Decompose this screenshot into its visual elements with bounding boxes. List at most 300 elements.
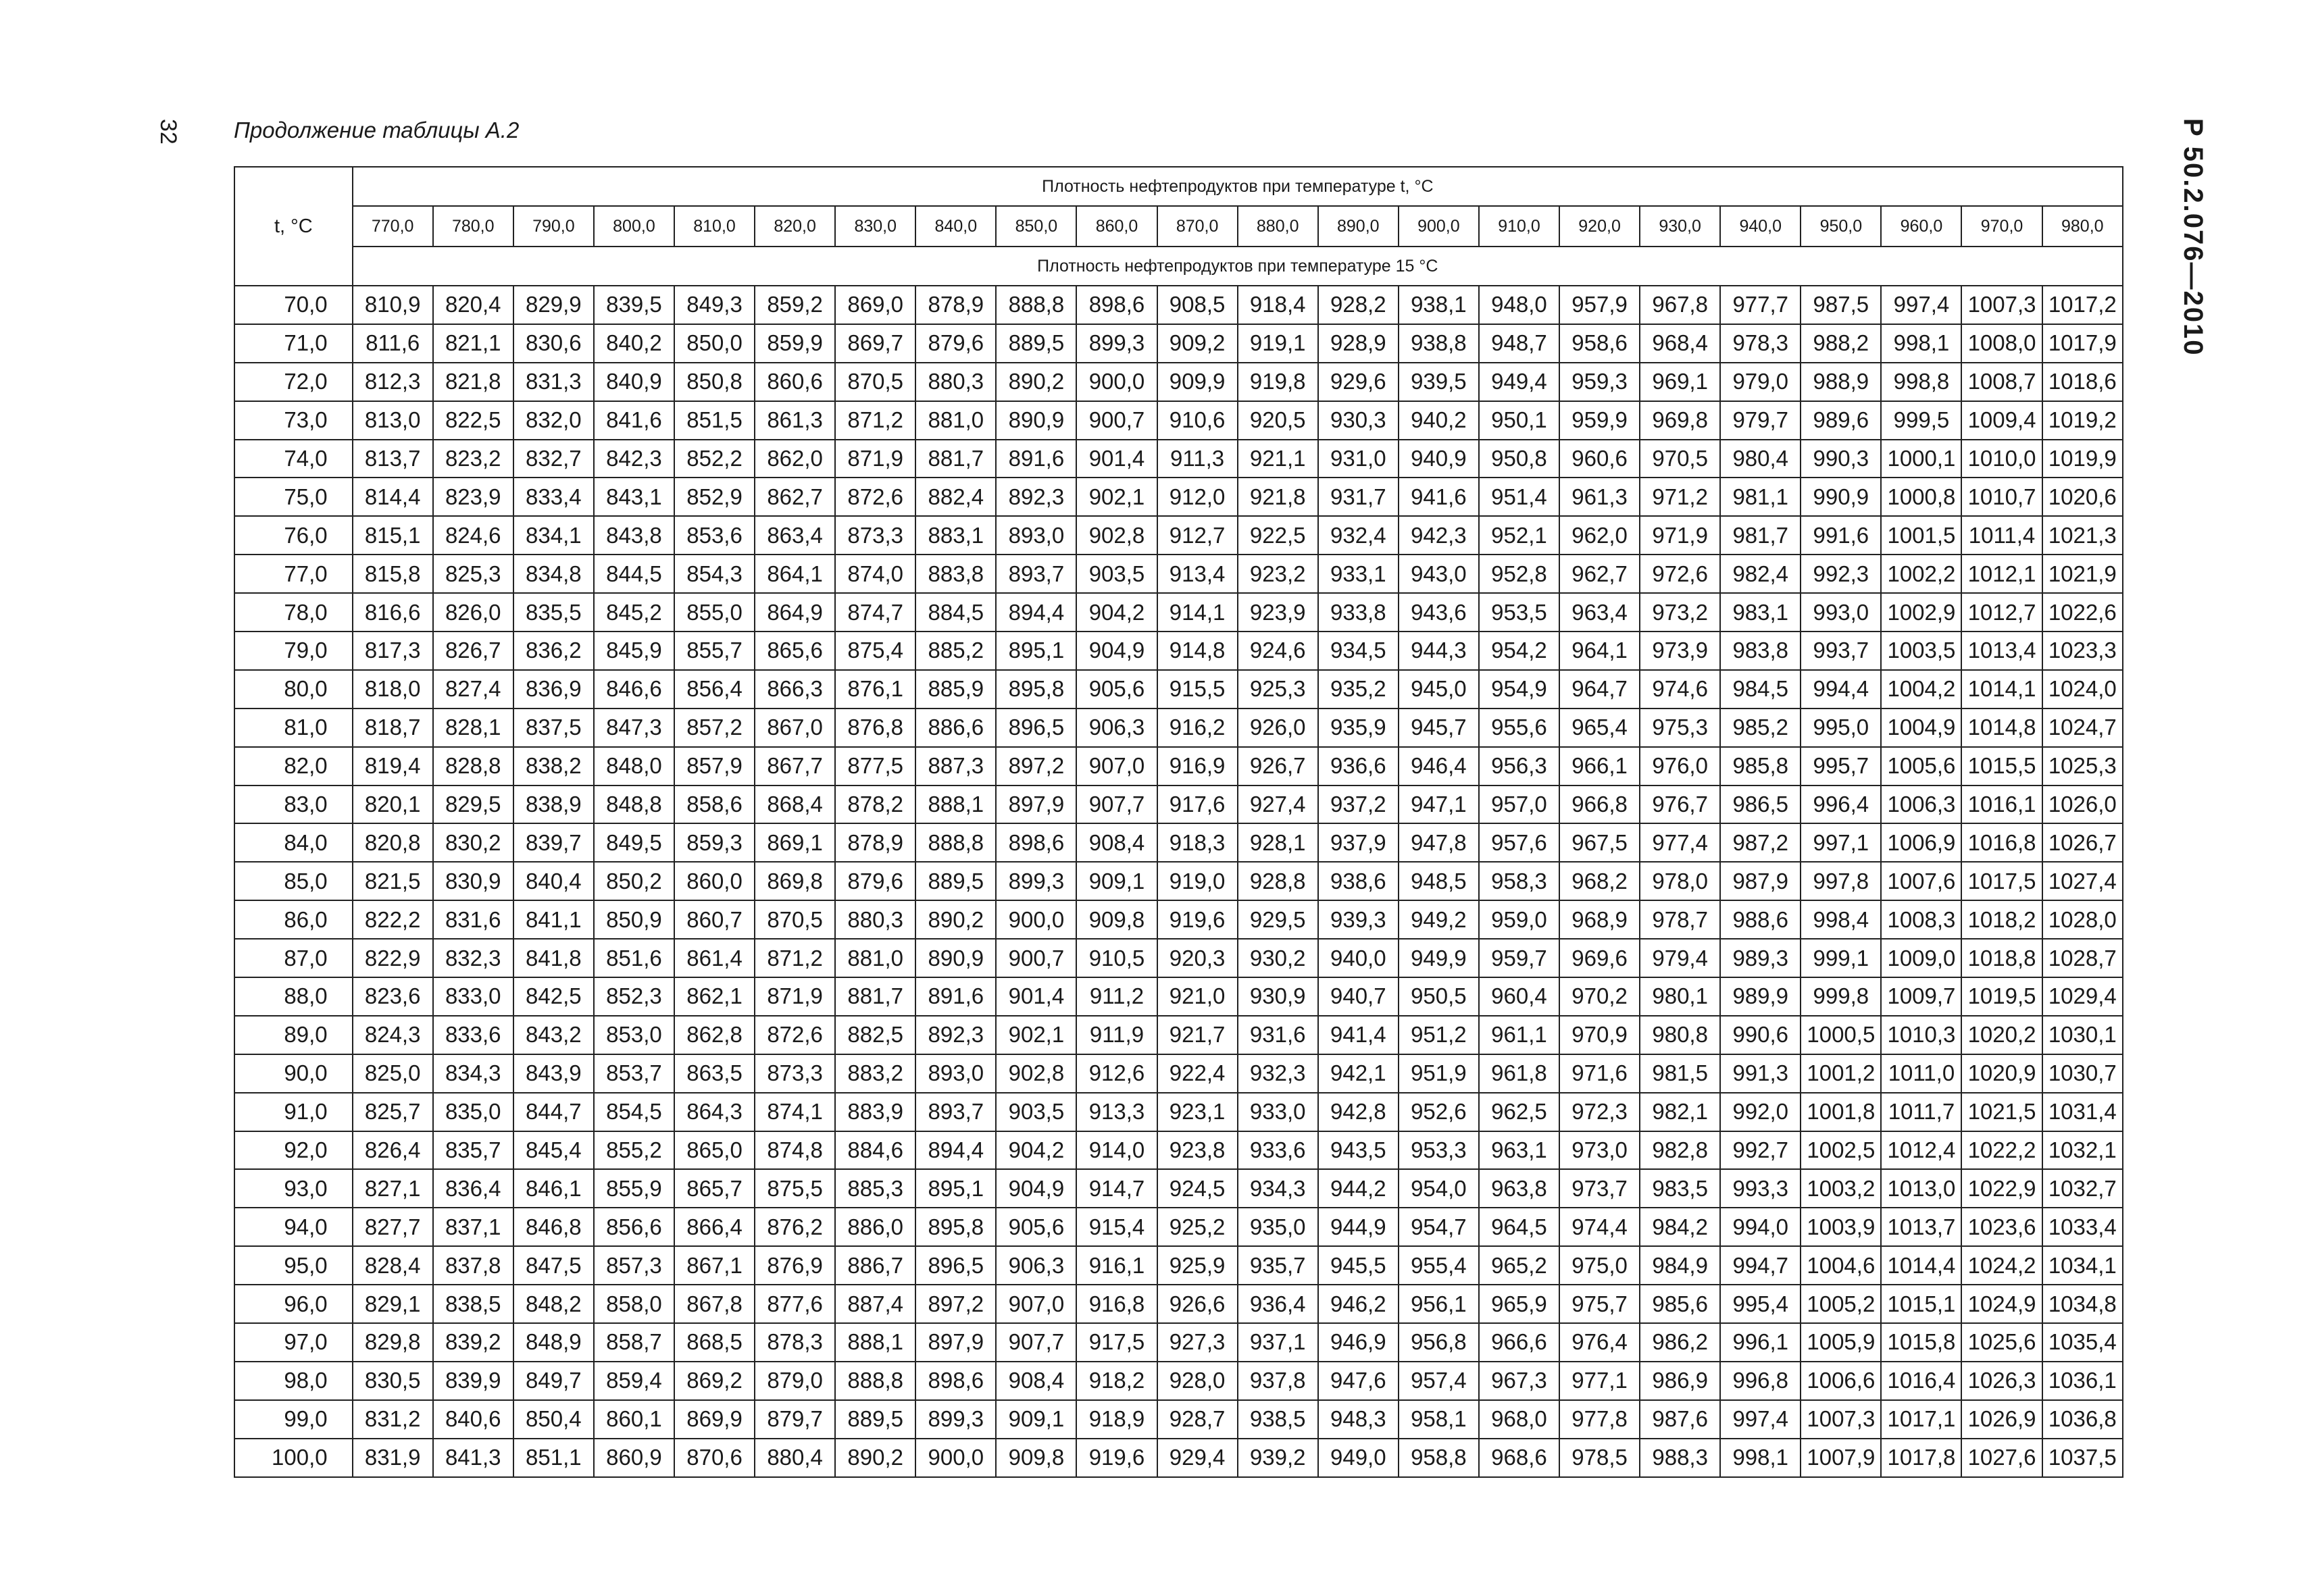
- density-cell: 869,2: [674, 1362, 755, 1400]
- density-cell: 1026,7: [2042, 823, 2123, 862]
- density-cell: 919,1: [1238, 324, 1318, 363]
- density-cell: 883,9: [835, 1093, 915, 1131]
- density-cell: 879,0: [755, 1362, 835, 1400]
- density-cell: 937,1: [1238, 1323, 1318, 1362]
- density-cell: 949,4: [1479, 363, 1559, 401]
- density-cell: 982,1: [1640, 1093, 1720, 1131]
- density-cell: 909,1: [1076, 862, 1157, 900]
- density-cell: 959,0: [1479, 900, 1559, 939]
- density-cell: 981,7: [1720, 516, 1801, 555]
- density-cell: 978,7: [1640, 900, 1720, 939]
- density-cell: 837,1: [433, 1208, 513, 1246]
- density-cell: 849,7: [513, 1362, 594, 1400]
- density-cell: 909,8: [996, 1439, 1076, 1477]
- density-cell: 948,7: [1479, 324, 1559, 363]
- density-cell: 977,1: [1559, 1362, 1640, 1400]
- density-cell: 898,6: [996, 823, 1076, 862]
- density-cell: 890,2: [835, 1439, 915, 1477]
- density-cell: 967,8: [1640, 286, 1720, 324]
- density-cell: 889,5: [835, 1400, 915, 1439]
- density-cell: 968,4: [1640, 324, 1720, 363]
- density-column-header: 790,0: [513, 206, 594, 247]
- density-cell: 1026,3: [1961, 1362, 2042, 1400]
- density-cell: 908,4: [1076, 823, 1157, 862]
- density-cell: 825,0: [353, 1054, 433, 1093]
- density-cell: 850,0: [674, 324, 755, 363]
- density-cell: 901,4: [996, 977, 1076, 1016]
- density-cell: 844,5: [594, 555, 674, 593]
- density-cell: 1028,7: [2042, 939, 2123, 977]
- density-cell: 963,1: [1479, 1131, 1559, 1170]
- density-cell: 897,2: [915, 1285, 996, 1323]
- density-cell: 1010,7: [1961, 478, 2042, 516]
- density-cell: 925,2: [1157, 1208, 1238, 1246]
- density-cell: 986,2: [1640, 1323, 1720, 1362]
- temperature-cell: 94,0: [234, 1208, 353, 1246]
- density-cell: 928,0: [1157, 1362, 1238, 1400]
- density-cell: 1003,2: [1801, 1169, 1881, 1208]
- density-cell: 1012,4: [1881, 1131, 1961, 1170]
- density-cell: 949,0: [1318, 1439, 1399, 1477]
- density-cell: 997,4: [1720, 1400, 1801, 1439]
- density-cell: 1000,1: [1881, 440, 1961, 478]
- density-cell: 882,4: [915, 478, 996, 516]
- density-cell: 855,9: [594, 1169, 674, 1208]
- density-cell: 1019,9: [2042, 440, 2123, 478]
- density-cell: 1018,6: [2042, 363, 2123, 401]
- density-cell: 856,6: [594, 1208, 674, 1246]
- density-cell: 841,3: [433, 1439, 513, 1477]
- density-cell: 890,9: [915, 939, 996, 977]
- density-cell: 937,9: [1318, 823, 1399, 862]
- density-cell: 876,1: [835, 670, 915, 709]
- table-row: [234, 401, 2123, 440]
- density-cell: 910,6: [1157, 401, 1238, 440]
- density-cell: 967,5: [1559, 823, 1640, 862]
- density-cell: 861,4: [674, 939, 755, 977]
- temperature-cell: 79,0: [234, 632, 353, 670]
- density-cell: 987,5: [1801, 286, 1881, 324]
- density-cell: 863,4: [755, 516, 835, 555]
- density-cell: 1035,4: [2042, 1323, 2123, 1362]
- density-cell: 972,6: [1640, 555, 1720, 593]
- density-cell: 958,3: [1479, 862, 1559, 900]
- temperature-cell: 99,0: [234, 1400, 353, 1439]
- density-cell: 837,5: [513, 709, 594, 747]
- density-cell: 832,3: [433, 939, 513, 977]
- density-cell: 949,9: [1399, 939, 1479, 977]
- density-cell: 841,6: [594, 401, 674, 440]
- density-cell: 940,0: [1318, 939, 1399, 977]
- density-cell: 845,4: [513, 1131, 594, 1170]
- density-cell: 956,1: [1399, 1285, 1479, 1323]
- density-cell: 952,1: [1479, 516, 1559, 555]
- density-cell: 1020,2: [1961, 1016, 2042, 1054]
- density-cell: 885,9: [915, 670, 996, 709]
- density-cell: 912,0: [1157, 478, 1238, 516]
- density-cell: 900,0: [996, 900, 1076, 939]
- density-cell: 923,2: [1238, 555, 1318, 593]
- density-cell: 1008,3: [1881, 900, 1961, 939]
- density-cell: 814,4: [353, 478, 433, 516]
- density-cell: 950,8: [1479, 440, 1559, 478]
- density-cell: 935,7: [1238, 1246, 1318, 1285]
- density-cell: 987,6: [1640, 1400, 1720, 1439]
- density-cell: 928,2: [1318, 286, 1399, 324]
- density-cell: 813,0: [353, 401, 433, 440]
- density-cell: 883,2: [835, 1054, 915, 1093]
- density-cell: 847,5: [513, 1246, 594, 1285]
- density-cell: 961,8: [1479, 1054, 1559, 1093]
- density-cell: 888,1: [835, 1323, 915, 1362]
- density-cell: 930,3: [1318, 401, 1399, 440]
- density-cell: 859,3: [674, 823, 755, 862]
- density-cell: 929,4: [1157, 1439, 1238, 1477]
- density-cell: 897,2: [996, 747, 1076, 786]
- density-cell: 830,9: [433, 862, 513, 900]
- density-cell: 1005,2: [1801, 1285, 1881, 1323]
- density-cell: 955,4: [1399, 1246, 1479, 1285]
- density-cell: 889,5: [915, 862, 996, 900]
- density-cell: 942,8: [1318, 1093, 1399, 1131]
- density-cell: 919,0: [1157, 862, 1238, 900]
- density-cell: 857,3: [594, 1246, 674, 1285]
- density-cell: 862,8: [674, 1016, 755, 1054]
- density-cell: 843,9: [513, 1054, 594, 1093]
- temperature-cell: 92,0: [234, 1131, 353, 1170]
- density-cell: 932,3: [1238, 1054, 1318, 1093]
- density-column-header: 900,0: [1399, 206, 1479, 247]
- density-cell: 846,6: [594, 670, 674, 709]
- density-cell: 893,7: [915, 1093, 996, 1131]
- density-cell: 884,5: [915, 593, 996, 632]
- density-cell: 848,9: [513, 1323, 594, 1362]
- density-cell: 1005,6: [1881, 747, 1961, 786]
- density-cell: 824,6: [433, 516, 513, 555]
- density-cell: 992,7: [1720, 1131, 1801, 1170]
- density-cell: 946,2: [1318, 1285, 1399, 1323]
- density-cell: 918,9: [1076, 1400, 1157, 1439]
- density-cell: 838,2: [513, 747, 594, 786]
- table-row: [234, 324, 2123, 363]
- density-cell: 999,1: [1801, 939, 1881, 977]
- density-cell: 881,0: [835, 939, 915, 977]
- density-cell: 860,6: [755, 363, 835, 401]
- density-cell: 868,4: [755, 786, 835, 824]
- density-cell: 934,5: [1318, 632, 1399, 670]
- density-column-header: 880,0: [1238, 206, 1318, 247]
- density-cell: 901,4: [1076, 440, 1157, 478]
- density-cell: 916,9: [1157, 747, 1238, 786]
- density-cell: 909,9: [1157, 363, 1238, 401]
- density-cell: 1030,7: [2042, 1054, 2123, 1093]
- density-column-header: 870,0: [1157, 206, 1238, 247]
- table-row: [234, 1016, 2123, 1054]
- density-cell: 1018,8: [1961, 939, 2042, 977]
- density-cell: 870,5: [755, 900, 835, 939]
- density-cell: 856,4: [674, 670, 755, 709]
- density-cell: 993,3: [1720, 1169, 1801, 1208]
- density-cell: 997,1: [1801, 823, 1881, 862]
- density-cell: 1018,2: [1961, 900, 2042, 939]
- density-cell: 980,8: [1640, 1016, 1720, 1054]
- density-cell: 851,1: [513, 1439, 594, 1477]
- density-cell: 902,8: [996, 1054, 1076, 1093]
- density-cell: 839,9: [433, 1362, 513, 1400]
- density-cell: 850,4: [513, 1400, 594, 1439]
- density-cell: 816,6: [353, 593, 433, 632]
- temperature-cell: 74,0: [234, 440, 353, 478]
- density-cell: 889,5: [996, 324, 1076, 363]
- density-cell: 969,6: [1559, 939, 1640, 977]
- density-cell: 968,9: [1559, 900, 1640, 939]
- density-cell: 975,0: [1559, 1246, 1640, 1285]
- density-cell: 875,4: [835, 632, 915, 670]
- density-cell: 811,6: [353, 324, 433, 363]
- density-column-header: 830,0: [835, 206, 915, 247]
- density-cell: 891,6: [915, 977, 996, 1016]
- density-cell: 930,2: [1238, 939, 1318, 977]
- density-cell: 920,5: [1238, 401, 1318, 440]
- density-cell: 866,3: [755, 670, 835, 709]
- density-cell: 940,9: [1399, 440, 1479, 478]
- density-cell: 855,2: [594, 1131, 674, 1170]
- density-cell: 1026,0: [2042, 786, 2123, 824]
- density-cell: 1024,2: [1961, 1246, 2042, 1285]
- density-cell: 957,4: [1399, 1362, 1479, 1400]
- density-cell: 1037,5: [2042, 1439, 2123, 1477]
- density-cell: 883,8: [915, 555, 996, 593]
- density-cell: 835,5: [513, 593, 594, 632]
- density-cell: 900,0: [915, 1439, 996, 1477]
- density-cell: 928,9: [1318, 324, 1399, 363]
- table-row: [234, 900, 2123, 939]
- density-cell: 968,0: [1479, 1400, 1559, 1439]
- density-cell: 942,3: [1399, 516, 1479, 555]
- density-cell: 852,3: [594, 977, 674, 1016]
- density-cell: 894,4: [996, 593, 1076, 632]
- table-row: [234, 555, 2123, 593]
- table-row: [234, 516, 2123, 555]
- density-cell: 935,2: [1318, 670, 1399, 709]
- density-cell: 936,6: [1318, 747, 1399, 786]
- density-cell: 1032,1: [2042, 1131, 2123, 1170]
- density-cell: 984,9: [1640, 1246, 1720, 1285]
- density-cell: 826,0: [433, 593, 513, 632]
- temperature-cell: 78,0: [234, 593, 353, 632]
- density-cell: 878,2: [835, 786, 915, 824]
- density-cell: 988,6: [1720, 900, 1801, 939]
- density-cell: 825,3: [433, 555, 513, 593]
- density-cell: 923,8: [1157, 1131, 1238, 1170]
- density-cell: 815,8: [353, 555, 433, 593]
- density-cell: 947,1: [1399, 786, 1479, 824]
- density-cell: 851,6: [594, 939, 674, 977]
- density-cell: 922,4: [1157, 1054, 1238, 1093]
- density-cell: 867,1: [674, 1246, 755, 1285]
- density-cell: 832,7: [513, 440, 594, 478]
- density-cell: 1019,5: [1961, 977, 2042, 1016]
- density-cell: 973,2: [1640, 593, 1720, 632]
- table-row: [234, 862, 2123, 900]
- table-row: [234, 1246, 2123, 1285]
- density-cell: 923,9: [1238, 593, 1318, 632]
- density-cell: 925,9: [1157, 1246, 1238, 1285]
- density-cell: 895,1: [996, 632, 1076, 670]
- density-cell: 958,6: [1559, 324, 1640, 363]
- density-cell: 858,7: [594, 1323, 674, 1362]
- density-cell: 939,2: [1238, 1439, 1318, 1477]
- density-cell: 1015,5: [1961, 747, 2042, 786]
- density-cell: 951,2: [1399, 1016, 1479, 1054]
- density-cell: 857,2: [674, 709, 755, 747]
- density-cell: 863,5: [674, 1054, 755, 1093]
- density-cell: 865,0: [674, 1131, 755, 1170]
- density-cell: 853,6: [674, 516, 755, 555]
- density-cell: 994,4: [1801, 670, 1881, 709]
- density-cell: 886,6: [915, 709, 996, 747]
- density-cell: 865,7: [674, 1169, 755, 1208]
- density-cell: 943,0: [1399, 555, 1479, 593]
- density-cell: 895,1: [915, 1169, 996, 1208]
- density-column-header: 780,0: [433, 206, 513, 247]
- density-cell: 927,4: [1238, 786, 1318, 824]
- density-cell: 831,9: [353, 1439, 433, 1477]
- density-cell: 1014,8: [1961, 709, 2042, 747]
- density-cell: 969,1: [1640, 363, 1720, 401]
- density-cell: 1002,2: [1881, 555, 1961, 593]
- density-cell: 854,3: [674, 555, 755, 593]
- table-row: [234, 478, 2123, 516]
- density-cell: 1016,1: [1961, 786, 2042, 824]
- density-cell: 836,4: [433, 1169, 513, 1208]
- header-density-at-15: Плотность нефтепродуктов при температуре 15 °C: [353, 247, 2123, 286]
- density-cell: 922,5: [1238, 516, 1318, 555]
- density-cell: 964,5: [1479, 1208, 1559, 1246]
- table-row: [234, 1439, 2123, 1477]
- density-cell: 1016,4: [1881, 1362, 1961, 1400]
- density-column-header: 840,0: [915, 206, 996, 247]
- density-cell: 968,6: [1479, 1439, 1559, 1477]
- density-cell: 893,0: [915, 1054, 996, 1093]
- density-cell: 1001,8: [1801, 1093, 1881, 1131]
- density-cell: 892,3: [915, 1016, 996, 1054]
- density-cell: 973,7: [1559, 1169, 1640, 1208]
- density-cell: 914,8: [1157, 632, 1238, 670]
- temperature-cell: 82,0: [234, 747, 353, 786]
- density-cell: 904,2: [1076, 593, 1157, 632]
- density-cell: 828,8: [433, 747, 513, 786]
- density-cell: 822,9: [353, 939, 433, 977]
- density-cell: 844,7: [513, 1093, 594, 1131]
- density-cell: 937,8: [1238, 1362, 1318, 1400]
- density-cell: 979,7: [1720, 401, 1801, 440]
- density-cell: 990,9: [1801, 478, 1881, 516]
- density-column-header: 800,0: [594, 206, 674, 247]
- density-cell: 852,9: [674, 478, 755, 516]
- density-cell: 876,8: [835, 709, 915, 747]
- density-cell: 946,4: [1399, 747, 1479, 786]
- density-cell: 998,4: [1801, 900, 1881, 939]
- density-cell: 944,2: [1318, 1169, 1399, 1208]
- density-cell: 1025,3: [2042, 747, 2123, 786]
- density-cell: 1002,5: [1801, 1131, 1881, 1170]
- density-cell: 1028,0: [2042, 900, 2123, 939]
- density-cell: 1004,9: [1881, 709, 1961, 747]
- density-cell: 1023,6: [1961, 1208, 2042, 1246]
- density-cell: 894,4: [915, 1131, 996, 1170]
- density-cell: 834,1: [513, 516, 594, 555]
- density-cell: 829,8: [353, 1323, 433, 1362]
- density-cell: 985,6: [1640, 1285, 1720, 1323]
- density-cell: 907,7: [1076, 786, 1157, 824]
- density-cell: 866,4: [674, 1208, 755, 1246]
- density-cell: 1034,1: [2042, 1246, 2123, 1285]
- density-cell: 827,7: [353, 1208, 433, 1246]
- density-cell: 976,4: [1559, 1323, 1640, 1362]
- density-cell: 1008,7: [1961, 363, 2042, 401]
- density-cell: 989,9: [1720, 977, 1801, 1016]
- density-cell: 1000,8: [1881, 478, 1961, 516]
- density-cell: 1012,1: [1961, 555, 2042, 593]
- density-cell: 885,3: [835, 1169, 915, 1208]
- table-row: [234, 1362, 2123, 1400]
- density-cell: 973,0: [1559, 1131, 1640, 1170]
- density-cell: 961,3: [1559, 478, 1640, 516]
- density-cell: 909,8: [1076, 900, 1157, 939]
- density-cell: 887,3: [915, 747, 996, 786]
- density-cell: 861,3: [755, 401, 835, 440]
- density-cell: 890,2: [996, 363, 1076, 401]
- density-cell: 830,5: [353, 1362, 433, 1400]
- density-cell: 950,1: [1479, 401, 1559, 440]
- density-cell: 935,9: [1318, 709, 1399, 747]
- density-column-header: 960,0: [1881, 206, 1961, 247]
- density-cell: 923,1: [1157, 1093, 1238, 1131]
- density-cell: 914,1: [1157, 593, 1238, 632]
- density-cell: 900,0: [1076, 363, 1157, 401]
- density-cell: 913,4: [1157, 555, 1238, 593]
- density-cell: 899,3: [1076, 324, 1157, 363]
- density-cell: 952,6: [1399, 1093, 1479, 1131]
- density-cell: 918,2: [1076, 1362, 1157, 1400]
- density-cell: 828,1: [433, 709, 513, 747]
- density-cell: 965,9: [1479, 1285, 1559, 1323]
- density-cell: 893,7: [996, 555, 1076, 593]
- density-cell: 862,7: [755, 478, 835, 516]
- density-cell: 981,5: [1640, 1054, 1720, 1093]
- density-cell: 905,6: [996, 1208, 1076, 1246]
- density-cell: 927,3: [1157, 1323, 1238, 1362]
- table-row: [234, 670, 2123, 709]
- density-cell: 992,3: [1801, 555, 1881, 593]
- density-cell: 930,9: [1238, 977, 1318, 1016]
- density-cell: 1015,8: [1881, 1323, 1961, 1362]
- temperature-cell: 86,0: [234, 900, 353, 939]
- density-cell: 869,9: [674, 1400, 755, 1439]
- density-cell: 854,5: [594, 1093, 674, 1131]
- density-cell: 1009,4: [1961, 401, 2042, 440]
- density-cell: 850,9: [594, 900, 674, 939]
- density-cell: 888,8: [996, 286, 1076, 324]
- density-cell: 1019,2: [2042, 401, 2123, 440]
- density-cell: 982,8: [1640, 1131, 1720, 1170]
- density-cell: 952,8: [1479, 555, 1559, 593]
- density-cell: 926,6: [1157, 1285, 1238, 1323]
- density-cell: 907,7: [996, 1323, 1076, 1362]
- density-cell: 957,0: [1479, 786, 1559, 824]
- density-cell: 826,4: [353, 1131, 433, 1170]
